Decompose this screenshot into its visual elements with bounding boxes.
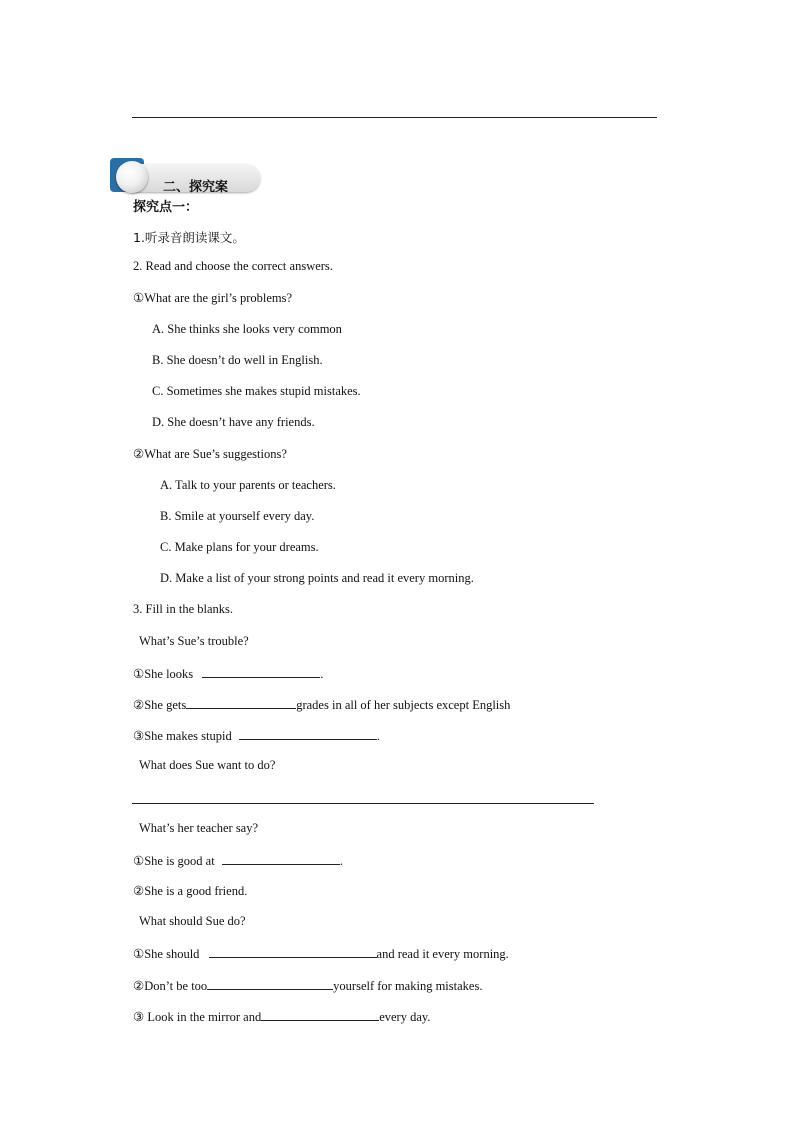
should-blank-2[interactable] [207, 977, 333, 990]
trouble-line-1-text: ①She looks [133, 667, 194, 681]
item-3: 3. Fill in the blanks. [133, 602, 233, 616]
section-banner [108, 157, 268, 197]
trouble-heading: What’s Sue’s trouble? [139, 634, 249, 648]
q2-option-a: A. Talk to your parents or teachers. [160, 478, 336, 492]
trouble-line-3-end: . [376, 729, 380, 743]
q1-option-a: A. She thinks she looks very common [152, 322, 342, 336]
trouble-line-2-text: ②She gets [133, 698, 187, 712]
trouble-blank-1[interactable] [202, 665, 320, 678]
trouble-blank-3[interactable] [239, 727, 377, 740]
q2-option-c: C. Make plans for your dreams. [160, 540, 319, 554]
want-answer-line[interactable] [132, 803, 594, 804]
teacher-line-1-text: ①She is good at [133, 854, 215, 868]
teacher-heading: What’s her teacher say? [139, 821, 259, 835]
q1-question: ①What are the girl’s problems? [133, 291, 293, 305]
item-2: 2. Read and choose the correct answers. [133, 259, 333, 273]
should-line-1-text: ①She should [133, 947, 200, 961]
should-blank-3[interactable] [261, 1008, 379, 1021]
want-heading: What does Sue want to do? [139, 758, 276, 772]
banner-ball-icon [116, 161, 148, 193]
should-line-3-text: ③ Look in the mirror and [133, 1010, 262, 1024]
q1-option-d: D. She doesn’t have any friends. [152, 415, 315, 429]
should-blank-1[interactable] [209, 945, 377, 958]
should-line-3 [133, 1008, 430, 1025]
teacher-line-1-end: . [339, 854, 343, 868]
q2-question: ②What are Sue’s suggestions? [133, 447, 287, 461]
should-line-2-end: yourself for making mistakes. [333, 979, 483, 993]
teacher-line-2: ②She is a good friend. [133, 884, 248, 898]
should-line-1 [133, 945, 509, 962]
should-line-2 [133, 977, 482, 994]
trouble-line-3 [133, 727, 380, 744]
top-rule [132, 117, 657, 118]
trouble-line-1 [133, 665, 323, 682]
section-title: 二、探究案 [163, 180, 229, 195]
point-title: 探究点一： [133, 200, 199, 215]
should-line-2-text: ②Don’t be too [133, 979, 208, 993]
q1-option-b: B. She doesn’t do well in English. [152, 353, 323, 367]
teacher-blank-1[interactable] [222, 852, 340, 865]
should-heading: What should Sue do? [139, 914, 246, 928]
trouble-line-3-text: ③She makes stupid [133, 729, 232, 743]
teacher-line-1 [133, 852, 343, 869]
trouble-line-2 [133, 696, 510, 713]
should-line-1-end: and read it every morning. [376, 947, 509, 961]
trouble-line-2-end: grades in all of her subjects except English [296, 698, 511, 712]
q2-option-b: B. Smile at yourself every day. [160, 509, 315, 523]
trouble-blank-2[interactable] [186, 696, 296, 709]
trouble-line-1-end: . [320, 667, 324, 681]
should-line-3-end: every day. [379, 1010, 431, 1024]
q1-option-c: C. Sometimes she makes stupid mistakes. [152, 384, 361, 398]
q2-option-d: D. Make a list of your strong points and read it every morning. [160, 571, 474, 585]
item-1: 1.听录音朗读课文。 [133, 230, 245, 245]
